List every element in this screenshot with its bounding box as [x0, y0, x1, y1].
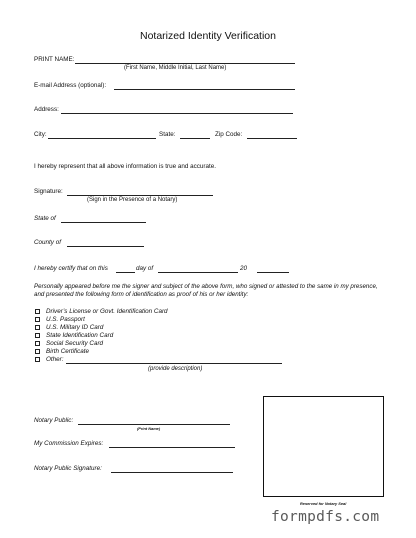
- print-name-hint: (First Name, Middle Initial, Last Name): [124, 65, 227, 71]
- id-option-label: Other:: [46, 356, 64, 363]
- other-description-field[interactable]: [66, 363, 282, 364]
- state-of-label: State of: [34, 215, 56, 222]
- email-field[interactable]: [114, 89, 295, 90]
- notary-seal-box: [263, 396, 384, 497]
- address-label: Address:: [34, 106, 59, 113]
- county-of-label: County of: [34, 239, 61, 246]
- signature-label: Signature:: [34, 188, 63, 195]
- id-option-label: U.S. Passport: [46, 316, 85, 323]
- certify-day-label: day of: [136, 265, 154, 272]
- address-field[interactable]: [61, 113, 293, 114]
- zip-field[interactable]: [247, 138, 297, 139]
- state-field[interactable]: [180, 138, 210, 139]
- checkbox-military-id[interactable]: [35, 325, 40, 330]
- print-name-field[interactable]: [75, 63, 295, 64]
- certify-prefix: I hereby certify that on this: [34, 265, 108, 272]
- id-option-label: Driver’s License or Govt. Identification Card: [46, 308, 168, 315]
- seal-caption: Reserved for Notary Seal: [300, 501, 347, 506]
- id-option-label: U.S. Military ID Card: [46, 324, 104, 331]
- id-option-label: State Identification Card: [46, 332, 114, 339]
- notary-public-field[interactable]: [78, 424, 230, 425]
- signature-hint: (Sign in the Presence of a Notary): [87, 197, 178, 203]
- certify-day-field[interactable]: [116, 272, 135, 273]
- id-option-label: Birth Certificate: [46, 348, 90, 355]
- provide-description-hint: (provide description): [148, 366, 203, 372]
- id-option-label: Social Security Card: [46, 340, 104, 347]
- checkbox-social-security[interactable]: [35, 341, 40, 346]
- checkbox-us-passport[interactable]: [35, 317, 40, 322]
- certify-month-field[interactable]: [158, 272, 238, 273]
- watermark: formpdfs.com: [271, 509, 380, 525]
- print-name-label: PRINT NAME:: [34, 56, 75, 63]
- zip-label: Zip Code:: [215, 131, 243, 138]
- checkbox-drivers-license[interactable]: [35, 309, 40, 314]
- state-of-field[interactable]: [61, 222, 146, 223]
- notary-signature-field[interactable]: [111, 472, 233, 473]
- notary-signature-label: Notary Public Signature:: [34, 465, 102, 472]
- checkbox-state-id[interactable]: [35, 333, 40, 338]
- checkbox-birth-certificate[interactable]: [35, 349, 40, 354]
- certify-year-label: 20: [240, 265, 248, 272]
- commission-label: My Commission Expires:: [34, 440, 104, 447]
- checkbox-other[interactable]: [35, 357, 40, 362]
- email-label: E-mail Address (optional):: [34, 82, 107, 89]
- page-title: Notarized Identity Verification: [140, 30, 276, 42]
- city-label: City:: [34, 131, 47, 138]
- appearance-paragraph: Personally appeared before me the signer and subject of the above form, who signed or attested to the same in my presence, and presented the following form of identification as proof of his or her identity:: [34, 283, 378, 299]
- city-field[interactable]: [48, 138, 156, 139]
- notary-public-label: Notary Public:: [34, 417, 74, 424]
- signature-field[interactable]: [67, 195, 213, 196]
- notary-print-name-hint: (Print Name): [137, 426, 161, 431]
- attestation-text: I hereby represent that all above information is true and accurate.: [34, 163, 217, 170]
- county-of-field[interactable]: [67, 246, 144, 247]
- state-label: State:: [159, 131, 176, 138]
- certify-year-field[interactable]: [257, 272, 289, 273]
- commission-field[interactable]: [109, 447, 235, 448]
